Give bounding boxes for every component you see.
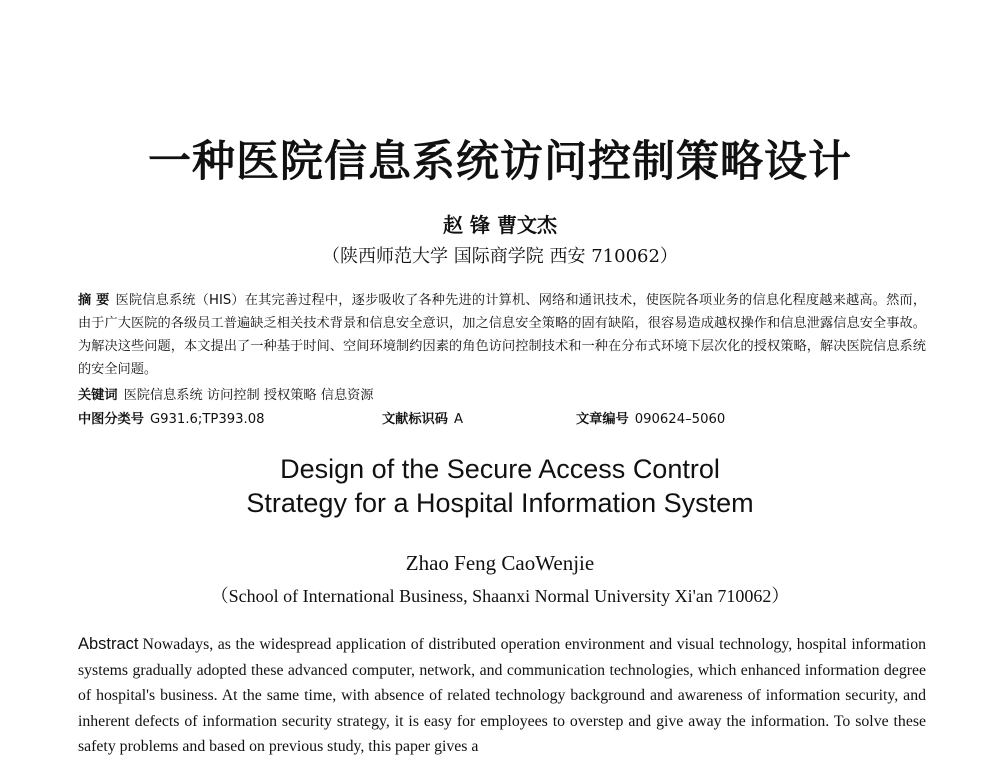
article-number: [576, 408, 725, 427]
article-number-label: 文章编号: [576, 412, 629, 427]
document-code-value: A: [453, 412, 463, 427]
keywords-chinese-text: 医院信息系统 访问控制 授权策略 信息资源: [123, 388, 374, 403]
document-code: [382, 408, 463, 427]
clc-label: 中图分类号: [78, 412, 144, 427]
abstract-chinese-label: 摘 要: [78, 293, 110, 308]
title-english: [0, 452, 1000, 520]
clc-value: G931.6;TP393.08: [149, 412, 265, 427]
abstract-english-text: Nowadays, as the widespread application of distributed operation environment and visual technology, hospital information systems gradually adopted these advanced computer, network, and communication technologies, which enhanced information degree of hospital's business. At the same time, with absence of related technology background and awareness of information security, and inherent defects of information security strategy, it is easy for employees to overstep and give away the information. To solve these safety problems and based on previous study, this paper gives a: [78, 636, 926, 755]
abstract-english-label: Abstract: [78, 635, 139, 653]
affiliation-chinese: （陕西师范大学 国际商学院 西安 710062）: [322, 246, 678, 267]
authors-english: Zhao Feng CaoWenjie: [405, 551, 595, 575]
affiliation-english: （School of International Business, Shaanxi Normal University Xi'an 710062）: [210, 586, 790, 606]
classification-row: [78, 408, 926, 430]
abstract-english: [78, 632, 926, 760]
keywords-chinese: [78, 384, 374, 403]
abstract-chinese: [78, 289, 926, 381]
keywords-chinese-label: 关键词: [78, 388, 118, 403]
clc-number: [78, 408, 265, 427]
authors-chinese: 赵 锋 曹文杰: [443, 213, 557, 237]
article-number-value: 090624–5060: [634, 412, 726, 427]
document-code-label: 文献标识码: [382, 412, 448, 427]
title-english-line-1: Design of the Secure Access Control: [280, 454, 720, 484]
title-english-line-2: Strategy for a Hospital Information System: [246, 488, 754, 518]
abstract-chinese-text: 医院信息系统（HIS）在其完善过程中，逐步吸收了各种先进的计算机、网络和通讯技术，使医院各项业务的信息化程度越来越高。然而，由于广大医院的各级员工普遍缺乏相关技术背景和信息安全意识，加之信息安全策略的固有缺陷，很容易造成越权操作和信息泄露信息安全事故。为解决这些问题，本文提出了一种基于时间、空间环境制约因素的角色访问控制技术和一种在分布式环境下层次化的授权策略，解决医院信息系统的安全问题。: [78, 293, 927, 377]
title-chinese: 一种医院信息系统访问控制策略设计: [148, 137, 852, 187]
